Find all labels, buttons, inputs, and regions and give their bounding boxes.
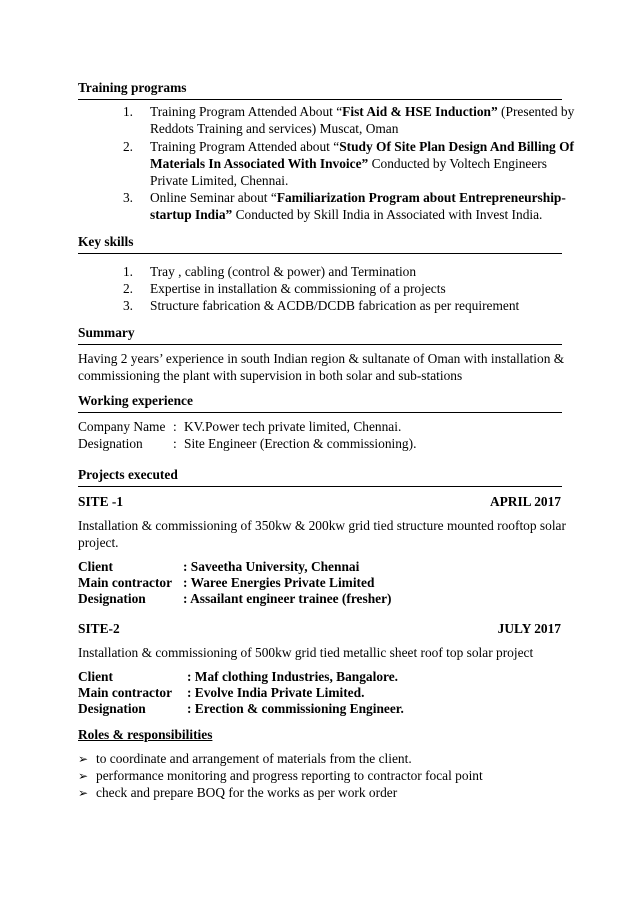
training-item-3-text-b: Conducted by Skill India in Associated with Invest India. — [232, 207, 543, 222]
arrow-bullet-icon: ➢ — [78, 769, 89, 783]
skill-item-2: Expertise in installation & commissioning of a projects — [150, 281, 446, 296]
training-item-2-text-bold: Study Of Site Plan Design And Billing Of — [339, 139, 574, 154]
site-1-contractor-label: Main contractor — [78, 575, 173, 590]
skill-item-3: Structure fabrication & ACDB/DCDB fabrication as per requirement — [150, 298, 520, 313]
summary-line-2: commissioning the plant with supervision in both solar and sub-stations — [78, 368, 463, 383]
site-2-contractor-label: Main contractor — [78, 685, 173, 700]
training-item-2-line-3: Private Limited, Chennai. — [150, 173, 289, 188]
roles-heading: Roles & responsibilities — [78, 727, 213, 742]
site-1-date: APRIL 2017 — [489, 494, 561, 509]
training-item-1-line-1 — [150, 104, 574, 120]
role-item-1: to coordinate and arrangement of materials from the client. — [96, 751, 412, 766]
training-item-3-text-a: Online Seminar about “ — [150, 190, 277, 205]
designation-value: Site Engineer (Erection & commissioning). — [184, 436, 417, 451]
site-2-designation-value: : Erection & commissioning Engineer. — [187, 701, 404, 716]
summary-heading: Summary — [78, 325, 562, 345]
site-1-designation-value: : Assailant engineer trainee (fresher) — [183, 591, 392, 606]
summary-line-1: Having 2 years’ experience in south Indian region & sultanate of Oman with installation & — [78, 351, 565, 366]
training-item-3-number: 3. — [122, 190, 133, 205]
site-2-designation-label: Designation — [78, 701, 146, 716]
key-skills-heading: Key skills — [78, 234, 562, 254]
site-2-client-value: : Maf clothing Industries, Bangalore. — [187, 669, 399, 684]
working-experience-heading: Working experience — [78, 393, 562, 413]
training-item-1-line-2: Reddots Training and services) Muscat, Oman — [150, 121, 399, 136]
training-item-1-number: 1. — [122, 104, 133, 119]
site-1-designation-label: Designation — [78, 591, 146, 606]
training-programs-heading: Training programs — [78, 80, 562, 100]
skill-item-1-number: 1. — [122, 264, 133, 279]
company-name-label: Company Name — [78, 419, 166, 434]
training-item-1-text-c: (Presented by — [497, 104, 575, 119]
training-item-2-text-b: Conducted by Voltech Engineers — [368, 156, 547, 171]
site-1-client-label: Client — [78, 559, 113, 574]
projects-executed-heading: Projects executed — [78, 467, 562, 487]
role-item-2: performance monitoring and progress reporting to contractor focal point — [96, 768, 483, 783]
designation-separator: : — [173, 436, 177, 451]
arrow-bullet-icon: ➢ — [78, 752, 89, 766]
training-item-3-text-bold-2: startup India” — [150, 207, 233, 222]
training-item-2-number: 2. — [122, 139, 133, 154]
arrow-bullet-icon: ➢ — [78, 786, 89, 800]
role-item-3: check and prepare BOQ for the works as per work order — [96, 785, 398, 800]
skill-item-3-number: 3. — [122, 298, 133, 313]
training-item-2-text-a: Training Program Attended about “ — [150, 139, 340, 154]
training-item-3-line-1 — [150, 190, 566, 206]
designation-label: Designation — [78, 436, 143, 451]
site-2-title: SITE-2 — [78, 621, 120, 636]
training-item-1-text-bold: Fist Aid & HSE Induction” — [342, 104, 498, 119]
site-1-client-value: : Saveetha University, Chennai — [183, 559, 360, 574]
company-name-separator: : — [173, 419, 177, 434]
training-item-2-line-1 — [150, 139, 574, 155]
training-item-2-line-2 — [150, 156, 547, 172]
company-name-value: KV.Power tech private limited, Chennai. — [184, 419, 402, 434]
site-1-contractor-value: : Waree Energies Private Limited — [183, 575, 375, 590]
skill-item-1: Tray , cabling (control & power) and Termination — [150, 264, 417, 279]
site-2-contractor-value: : Evolve India Private Limited. — [187, 685, 365, 700]
site-1-description-line-1: Installation & commissioning of 350kw & 200kw grid tied structure mounted rooftop solar — [78, 518, 566, 533]
site-1-description-line-2: project. — [78, 535, 119, 550]
training-item-1-text-a: Training Program Attended About “ — [150, 104, 343, 119]
training-item-3-line-2 — [150, 207, 542, 223]
site-2-date: JULY 2017 — [497, 621, 561, 636]
training-item-2-text-bold-2: Materials In Associated With Invoice” — [150, 156, 369, 171]
site-2-description: Installation & commissioning of 500kw grid tied metallic sheet roof top solar project — [78, 645, 534, 660]
site-2-client-label: Client — [78, 669, 113, 684]
skill-item-2-number: 2. — [122, 281, 133, 296]
site-1-title: SITE -1 — [78, 494, 124, 509]
training-item-3-text-bold: Familiarization Program about Entrepreneurship- — [276, 190, 566, 205]
